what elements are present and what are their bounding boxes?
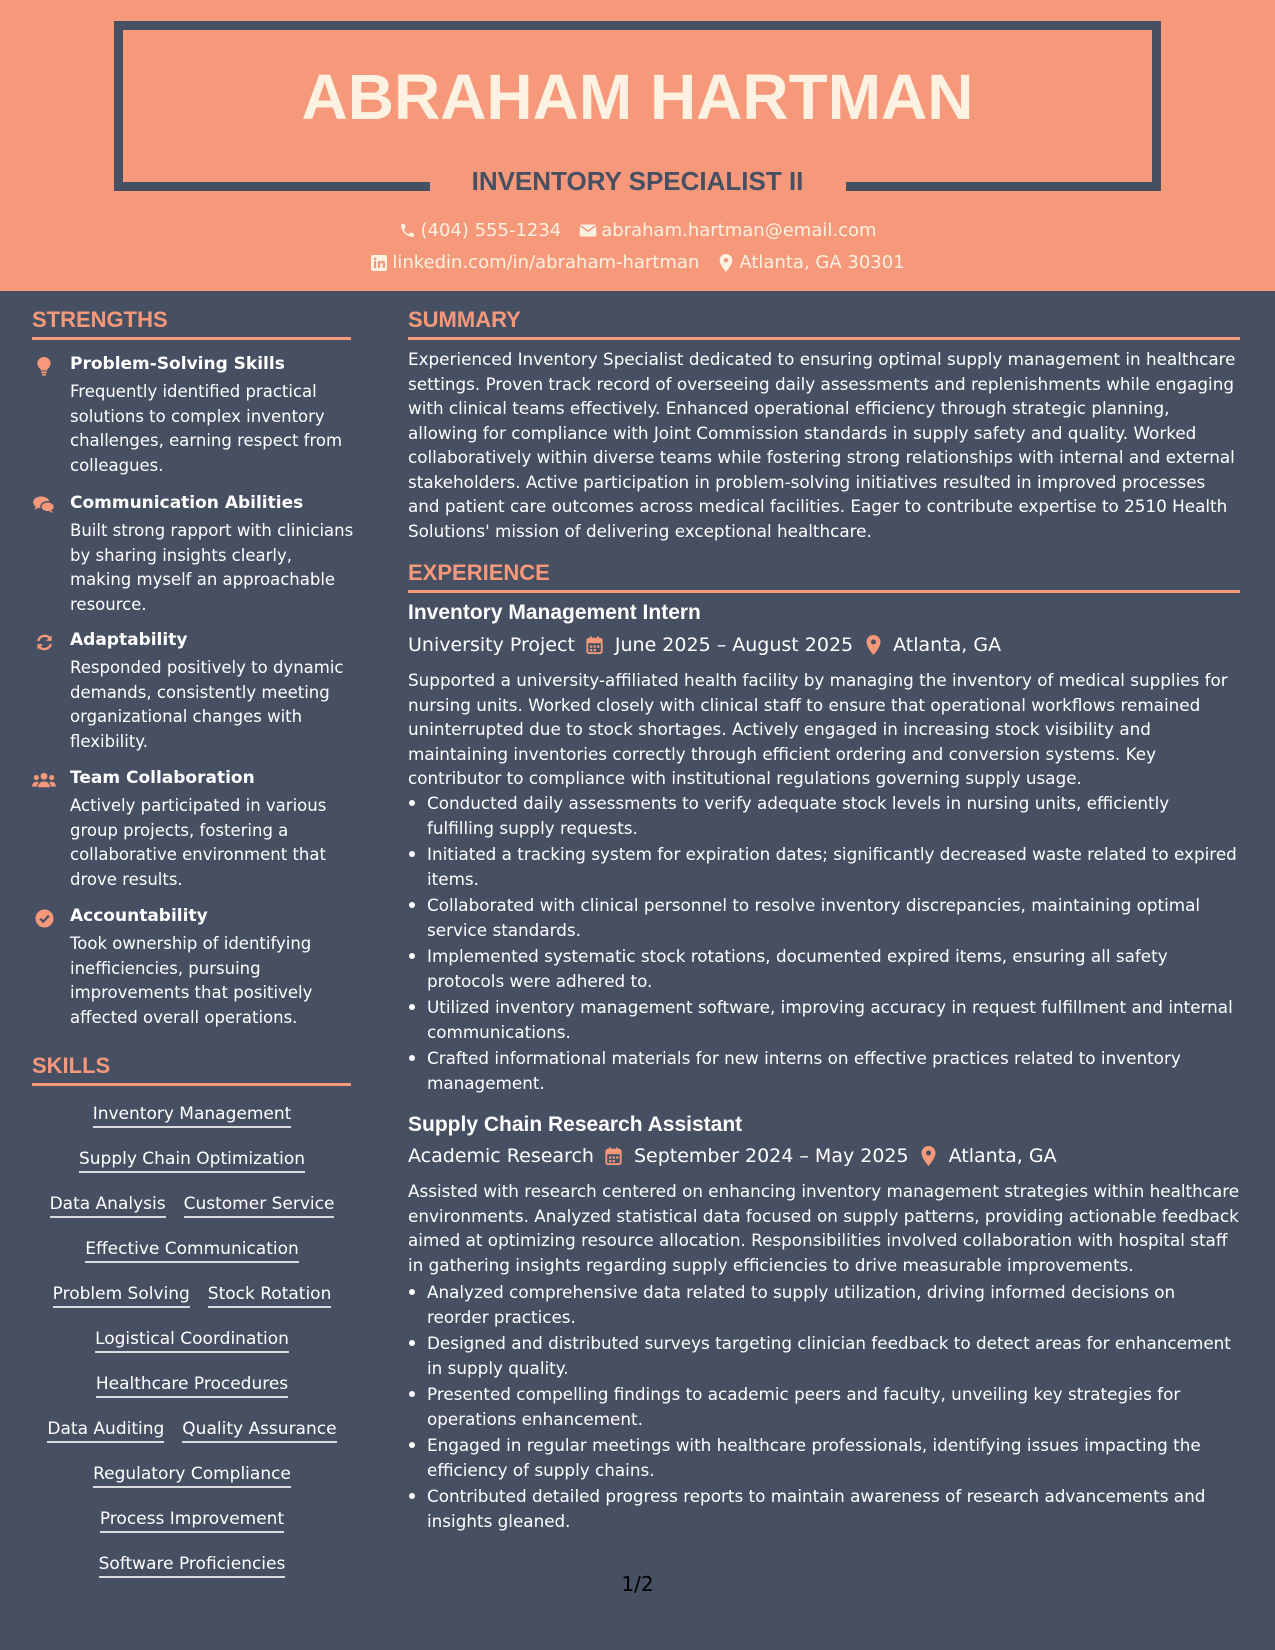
email-contact [579,220,876,241]
linkedin-contact [370,252,699,273]
skill-tag: Process Improvement [100,1509,284,1533]
candidate-name: ABRAHAM HARTMAN [301,61,974,133]
phone-icon [398,222,416,240]
bullet-item: Conducted daily assessments to verify adequate stock levels in nursing units, efficiently fulfilling supply requests. [408,791,1240,840]
skill-tag: Stock Rotation [208,1284,332,1308]
experience-heading: EXPERIENCE [408,560,550,585]
strength-title: Communication Abilities [70,493,304,513]
strength-title: Team Collaboration [70,768,255,788]
skill-tag: Quality Assurance [182,1419,336,1443]
bullet-item: Presented compelling findings to academic peers and faculty, unveiling key strategies for operations enhancement. [408,1382,1240,1431]
page-number: 1/2 [621,1572,654,1596]
bullet-item: Analyzed comprehensive data related to supply utilization, driving informed decisions on reorder practices. [408,1280,1240,1329]
envelope-icon [579,222,597,240]
refresh-icon [32,632,56,652]
skill-tag: Customer Service [184,1194,335,1218]
lightbulb-icon [32,356,56,376]
skill-tag: Logistical Coordination [95,1329,289,1353]
location-text: Atlanta, GA 30301 [739,252,905,273]
job-position-title: Inventory Management Intern [408,601,701,624]
summary-heading: SUMMARY [408,307,521,332]
job-bullets [408,791,1240,1097]
bullet-item: Engaged in regular meetings with healthcare professionals, identifying issues impacting the efficiency of supply chains. [408,1433,1240,1482]
map-pin-icon [919,1146,939,1166]
calendar-icon [585,635,605,655]
linkedin-icon [370,254,388,272]
summary-text: Experienced Inventory Specialist dedicated to ensuring optimal supply management in healthcare settings. Proven track record of overseeing daily assessments and replenishments while engaging with clinical teams effectively. Enhanced operational efficiency through strategic planning, allowing for compliance with Joint Commission standards in supply safety and quality. Worked collaboratively within diverse teams while fostering strong relationships with internal and external stakeholders. Active participation in problem-solving initiatives resulted in improved processes and patient care outcomes across medical facilities. Eager to contribute expertise to 2510 Health Solutions' mission of delivering exceptional healthcare. [408,349,1236,541]
job-meta [408,1145,1057,1167]
skill-tag: Data Auditing [47,1419,164,1443]
map-pin-icon [717,254,735,272]
job-meta [408,634,1001,656]
phone-contact [398,220,561,241]
skills-row [32,1419,352,1443]
job-location: Atlanta, GA [893,634,1002,656]
experience-rule [408,590,1240,593]
strength-description: Responded positively to dynamic demands, consistently meeting organizational changes with flexibility. [70,658,344,751]
bullet-item: Initiated a tracking system for expiration dates; significantly decreased waste related to expired items. [408,842,1240,891]
skill-tag: Inventory Management [93,1104,292,1128]
check-circle-icon [32,908,56,928]
skills-row [32,1509,352,1533]
job-dates: September 2024 – May 2025 [633,1145,909,1167]
job-dates: June 2025 – August 2025 [614,634,854,656]
strengths-heading: STRENGTHS [32,307,168,332]
job-organization: Academic Research [408,1145,594,1167]
job-location: Atlanta, GA [948,1145,1057,1167]
skills-row [32,1104,352,1128]
email-address[interactable]: abraham.hartman@email.com [601,220,877,241]
strength-title: Problem-Solving Skills [70,354,285,374]
strength-description: Actively participated in various group projects, fostering a collaborative environment that drove results. [70,796,327,889]
bullet-item: Contributed detailed progress reports to maintain awareness of research advancements and insights gleaned. [408,1484,1240,1533]
map-pin-icon [863,635,883,655]
resume-header [0,0,1275,291]
users-icon [32,770,56,790]
skills-row [32,1329,352,1353]
job-position-title: Supply Chain Research Assistant [408,1113,743,1136]
skills-row [32,1374,352,1398]
bullet-item: Crafted informational materials for new interns on effective practices related to inventory management. [408,1046,1240,1095]
skills-row [32,1149,352,1173]
contact-row-2 [0,252,1275,273]
bullet-item: Designed and distributed surveys targeting clinician feedback to detect areas for enhancement in supply quality. [408,1331,1240,1380]
bullet-item: Collaborated with clinical personnel to resolve inventory discrepancies, maintaining optimal service standards. [408,893,1240,942]
skills-heading: SKILLS [32,1053,111,1078]
skill-tag: Supply Chain Optimization [79,1149,305,1173]
skills-row [32,1464,352,1488]
bullet-item: Utilized inventory management software, improving accuracy in request fulfillment and internal communications. [408,995,1240,1044]
linkedin-url[interactable]: linkedin.com/in/abraham-hartman [392,252,700,273]
calendar-icon [604,1146,624,1166]
job-organization: University Project [408,634,575,656]
phone-number[interactable]: (404) 555-1234 [420,220,562,241]
summary-rule [408,337,1240,340]
job-bullets [408,1280,1240,1535]
skills-rule [32,1083,351,1086]
strength-description: Took ownership of identifying inefficiencies, pursuing improvements that positively affected overall operations. [70,934,313,1027]
skill-tag: Healthcare Procedures [96,1374,288,1398]
chat-bubbles-icon [32,495,56,515]
skills-row [32,1239,352,1263]
strength-description: Frequently identified practical solutions to complex inventory challenges, earning respect from colleagues. [70,382,343,475]
job-description: Supported a university-affiliated health facility by managing the inventory of medical supplies for nursing units. Worked closely with clinical staff to ensure that operational workflows remained uninterrupted due to stock shortages. Actively engaged in increasing stock visibility and maintaining inventories correctly through efficient ordering and conversion systems. Key contributor to compliance with institutional regulations governing supply usage. [408,670,1228,788]
skill-tag: Software Proficiencies [99,1554,286,1578]
strength-title: Accountability [70,906,208,926]
skills-row [32,1194,352,1218]
skill-tag: Data Analysis [50,1194,166,1218]
strengths-rule [32,337,351,340]
job-title-heading: INVENTORY SPECIALIST II [471,166,804,196]
location-contact [717,252,904,273]
skills-row [32,1284,352,1308]
contact-row-1 [0,220,1275,241]
skill-tag: Effective Communication [85,1239,299,1263]
skill-tag: Regulatory Compliance [93,1464,291,1488]
bullet-item: Implemented systematic stock rotations, documented expired items, ensuring all safety protocols were adhered to. [408,944,1240,993]
strength-description: Built strong rapport with clinicians by sharing insights clearly, making myself an approachable resource. [70,521,354,614]
skill-tag: Problem Solving [53,1284,190,1308]
strength-title: Adaptability [70,630,188,650]
job-description: Assisted with research centered on enhancing inventory management strategies within healthcare environments. Analyzed statistical data focused on supply patterns, providing actionable feedback aimed at optimizing resource allocation. Responsibilities involved collaboration with hospital staff in gathering insights regarding supply efficiencies to drive measurable improvements. [408,1181,1240,1275]
